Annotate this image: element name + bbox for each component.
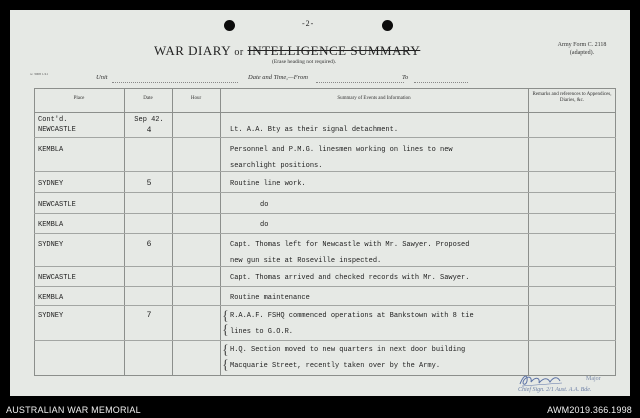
place-cell: NEWCASTLE xyxy=(38,126,76,134)
row-rule xyxy=(34,171,616,172)
column-rule xyxy=(172,88,173,376)
place-cell: Cont'd. xyxy=(38,116,68,124)
column-header-place: Place xyxy=(73,96,85,101)
unit-label: Unit xyxy=(96,74,108,81)
place-cell: KEMBLA xyxy=(38,221,64,229)
to-label: To xyxy=(402,74,409,81)
date-cell: 5 xyxy=(146,179,152,188)
summary-line: R.A.A.F. FSHQ commenced operations at Bankstown with 8 tie xyxy=(230,312,474,320)
archive-caption-left: AUSTRALIAN WAR MEMORIAL xyxy=(6,405,141,415)
archive-caption-right: AWM2019.366.1998 xyxy=(547,405,632,415)
signature-mark xyxy=(518,372,578,388)
column-rule xyxy=(615,88,616,376)
summary-line: Capt. Thomas left for Newcastle with Mr. Sawyer. Proposed xyxy=(230,241,470,249)
form-code: w. 3008 1/41 xyxy=(30,72,49,76)
diary-page xyxy=(10,10,630,396)
place-cell: SYDNEY xyxy=(38,312,64,320)
place-cell: NEWCASTLE xyxy=(38,274,76,282)
column-rule xyxy=(528,88,529,376)
signature-block: Chief Sign. 2/1 Aust. A.A. Bde. xyxy=(518,387,592,393)
summary-line: Routine line work. xyxy=(230,180,306,188)
unit-dotted-line xyxy=(112,82,238,83)
date-cell: 6 xyxy=(146,240,152,249)
column-header-summary: Summary of Events and Information xyxy=(337,96,411,101)
summary-line: do xyxy=(260,201,269,209)
page-number: -2- xyxy=(302,19,315,28)
summary-line: Capt. Thomas arrived and checked records with Mr. Sawyer. xyxy=(230,274,470,282)
signature-rank: Major xyxy=(586,376,601,382)
row-rule xyxy=(34,266,616,267)
date-cell: 7 xyxy=(146,311,152,320)
erase-note: (Erase heading not required). xyxy=(272,59,337,65)
column-rule xyxy=(34,88,35,376)
row-rule xyxy=(34,213,616,214)
brace-mark: { xyxy=(222,358,229,373)
summary-line: do xyxy=(260,221,269,229)
army-form-number: Army Form C. 2118 xyxy=(557,42,607,48)
brace-mark: { xyxy=(222,323,229,338)
column-rule xyxy=(220,88,221,376)
punch-hole xyxy=(382,20,393,31)
to-dotted-line xyxy=(414,82,468,83)
brace-mark: { xyxy=(222,343,229,358)
column-header-remarks: Remarks and references to Appendices, Diaries, &c. xyxy=(532,92,612,103)
summary-line: new gun site at Roseville inspected. xyxy=(230,257,382,265)
row-rule xyxy=(34,286,616,287)
column-header-date: Date xyxy=(143,96,153,101)
row-rule xyxy=(34,233,616,234)
place-cell: KEMBLA xyxy=(38,146,64,154)
date-cell: 4 xyxy=(146,126,152,135)
summary-line: H.Q. Section moved to new quarters in next door building xyxy=(230,346,466,354)
title-main: WAR DIARY xyxy=(154,43,231,58)
place-cell: NEWCASTLE xyxy=(38,201,76,209)
place-cell: SYDNEY xyxy=(38,180,64,188)
brace-mark: { xyxy=(222,309,229,324)
summary-line: Routine maintenance xyxy=(230,294,310,302)
punch-hole xyxy=(224,20,235,31)
row-rule xyxy=(34,340,616,341)
army-form-label xyxy=(542,41,622,57)
place-cell: KEMBLA xyxy=(38,294,64,302)
title-or: or xyxy=(234,47,244,58)
date-time-label: Date and Time,—From xyxy=(248,74,308,81)
summary-line: Personnel and P.M.G. linesmen working on lines to new xyxy=(230,146,453,154)
page-title xyxy=(154,43,420,59)
column-rule xyxy=(124,88,125,376)
summary-line: Macquarie Street, recently taken over by the Army. xyxy=(230,362,441,370)
row-rule xyxy=(34,137,616,138)
place-cell: SYDNEY xyxy=(38,241,64,249)
row-rule xyxy=(34,192,616,193)
title-struck: INTELLIGENCE SUMMARY xyxy=(247,43,421,58)
row-rule xyxy=(34,305,616,306)
army-form-adapted: (adapted). xyxy=(569,50,595,56)
summary-line: searchlight positions. xyxy=(230,162,323,170)
summary-line: Lt. A.A. Bty as their signal detachment. xyxy=(230,126,399,134)
column-header-hour: Hour xyxy=(190,96,202,101)
summary-line: lines to G.O.R. xyxy=(230,328,294,336)
diary-table xyxy=(34,88,616,376)
date-cell: Sep 42. xyxy=(134,116,164,124)
from-dotted-line xyxy=(316,82,404,83)
